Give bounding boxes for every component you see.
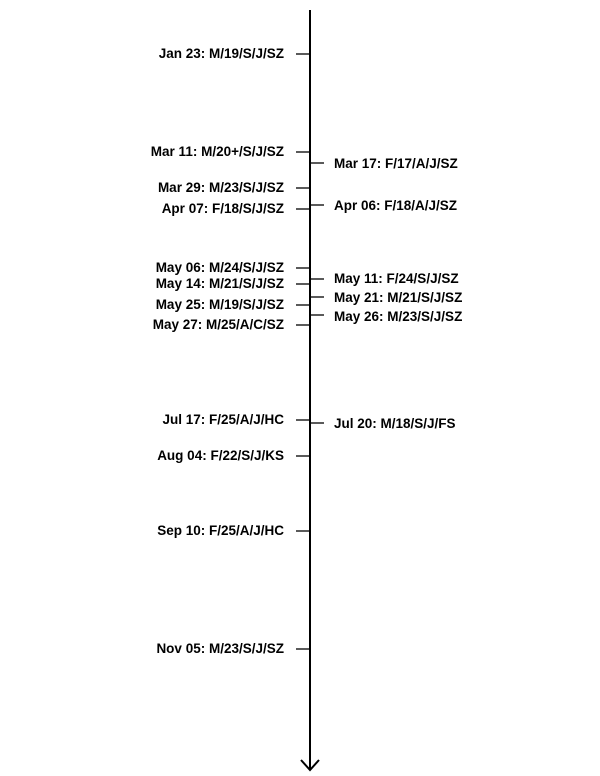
event-detail: M/19/S/J/SZ — [208, 46, 284, 61]
event-separator: : — [192, 144, 202, 159]
event-date: Sep 10 — [157, 523, 201, 538]
event-date: Nov 05 — [156, 641, 201, 656]
event-label-left — [157, 448, 284, 464]
event-label-right — [334, 271, 459, 287]
event-detail: M/25/A/C/SZ — [205, 317, 284, 332]
event-separator: : — [200, 46, 209, 61]
event-date: Aug 04 — [157, 448, 203, 463]
event-label-left — [158, 180, 284, 196]
event-date: May 21 — [334, 290, 380, 305]
event-date: May 14 — [155, 276, 201, 291]
event-label-left — [156, 641, 284, 657]
event-detail: F/17/A/J/SZ — [385, 156, 458, 171]
event-detail: F/25/A/J/HC — [208, 412, 284, 427]
event-label-right — [334, 156, 458, 172]
event-separator: : — [376, 156, 386, 171]
event-label-left — [153, 317, 284, 333]
event-date: May 06 — [155, 260, 201, 275]
event-detail: M/21/S/J/SZ — [208, 276, 284, 291]
event-separator: : — [200, 260, 209, 275]
event-label-right — [334, 309, 462, 325]
event-detail: F/18/S/J/SZ — [211, 201, 284, 216]
event-detail: F/25/A/J/HC — [208, 523, 284, 538]
event-detail: F/18/A/J/SZ — [384, 198, 458, 213]
event-date: Mar 29 — [157, 180, 201, 195]
event-separator: : — [200, 276, 209, 291]
event-date: Jan 23 — [158, 46, 201, 61]
event-separator: : — [203, 201, 212, 216]
event-date: Jul 17 — [162, 412, 201, 427]
event-detail: M/23/S/J/SZ — [208, 180, 284, 195]
event-separator: : — [378, 271, 387, 286]
event-date: Mar 17 — [334, 156, 377, 171]
event-label-right — [334, 198, 457, 214]
event-detail: M/18/S/J/FS — [380, 416, 456, 431]
event-date: May 26 — [334, 309, 380, 324]
event-separator: : — [376, 198, 385, 213]
event-label-left — [162, 201, 284, 217]
event-detail: F/22/S/J/KS — [210, 448, 284, 463]
event-detail: F/24/S/J/SZ — [386, 271, 459, 286]
event-separator: : — [379, 290, 388, 305]
event-date: May 27 — [152, 317, 198, 332]
event-label-right — [334, 416, 456, 432]
event-separator: : — [200, 412, 209, 427]
event-label-right — [334, 290, 462, 306]
event-separator: : — [379, 309, 388, 324]
event-separator: : — [197, 317, 206, 332]
event-separator: : — [200, 523, 209, 538]
event-detail: M/19/S/J/SZ — [208, 297, 284, 312]
event-detail: M/23/S/J/SZ — [387, 309, 463, 324]
event-separator: : — [200, 180, 209, 195]
event-separator: : — [202, 448, 211, 463]
event-date: Mar 11 — [150, 144, 193, 159]
event-detail: M/23/S/J/SZ — [208, 641, 284, 656]
event-separator: : — [200, 641, 209, 656]
event-label-left — [157, 523, 284, 539]
event-label-left — [159, 46, 284, 62]
event-label-left — [156, 276, 284, 292]
event-label-left — [156, 260, 284, 276]
event-detail: M/20+/S/J/SZ — [201, 144, 284, 159]
event-date: Apr 06 — [334, 198, 377, 213]
event-date: May 25 — [155, 297, 201, 312]
event-date: Jul 20 — [334, 416, 373, 431]
event-date: May 11 — [334, 271, 379, 286]
event-label-left — [156, 297, 284, 313]
event-detail: M/21/S/J/SZ — [387, 290, 463, 305]
event-label-left — [162, 412, 284, 428]
event-label-left — [151, 144, 284, 160]
event-detail: M/24/S/J/SZ — [208, 260, 284, 275]
event-separator: : — [200, 297, 209, 312]
event-date: Apr 07 — [161, 201, 204, 216]
event-separator: : — [372, 416, 381, 431]
